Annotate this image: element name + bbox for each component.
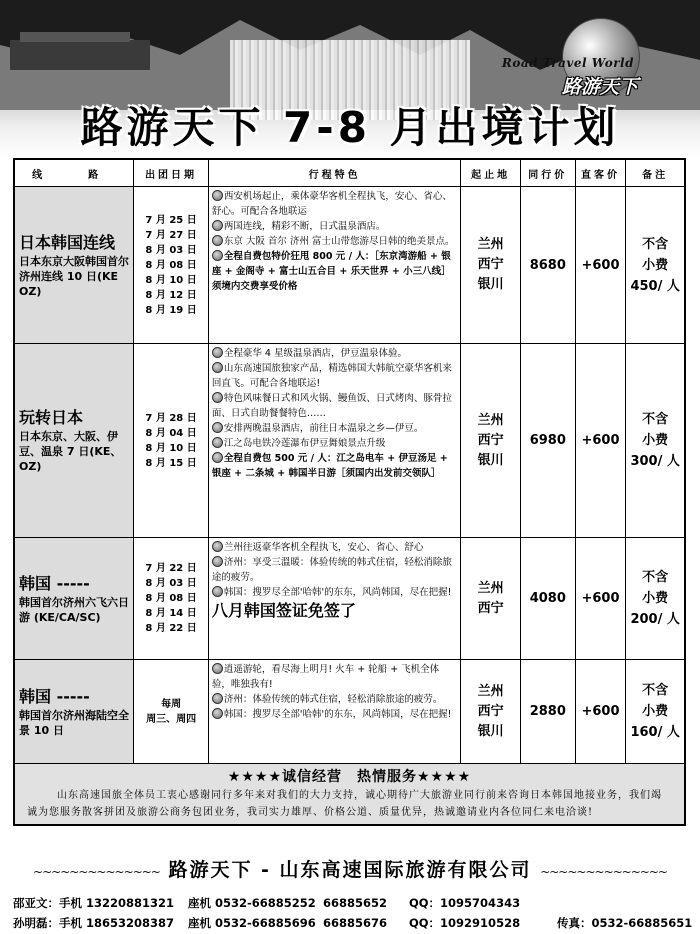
origin-cell (461, 660, 521, 763)
smiley-icon (212, 556, 223, 567)
notes-cell (626, 660, 684, 763)
header-route: 线 路 (15, 160, 134, 186)
peer-price: 4080 (521, 538, 576, 659)
notes-cell (626, 344, 684, 537)
feature-item (212, 346, 457, 361)
smiley-icon (212, 663, 223, 674)
route-title: 韩国 ----- (19, 686, 90, 706)
table-row (15, 538, 684, 660)
smiley-icon (212, 586, 223, 597)
features-cell (209, 660, 461, 763)
route-desc: 日本东京、大阪、伊豆、温泉 7 日(KE、OZ) (19, 430, 122, 473)
features-cell (209, 538, 461, 659)
feature-item (212, 585, 457, 600)
contact-fax: 传真：0532-66885651 (557, 916, 693, 930)
features-cell (209, 344, 461, 537)
table-header (15, 160, 684, 187)
smiley-icon (212, 220, 223, 231)
origin-city: 兰州 (477, 237, 504, 252)
date-item: 8 月 10 日 (145, 274, 197, 286)
note-line: 小费 (642, 591, 669, 606)
date-item: 7 月 25 日 (145, 214, 197, 226)
feature-item (212, 692, 457, 707)
smiley-icon (212, 437, 223, 448)
feature-item (212, 451, 457, 481)
route-title: 日本韩国连线 (19, 232, 116, 252)
origin-cell (461, 344, 521, 537)
feature-item (212, 707, 457, 722)
note-line: 不含 (642, 412, 669, 427)
direct-price: +600 (576, 344, 627, 537)
note-line: 小费 (642, 433, 669, 448)
smiley-icon (212, 422, 223, 433)
route-cell (15, 660, 134, 763)
origin-cell (461, 187, 521, 343)
company-name: 路游天下 - 山东高速国际旅游有限公司 (168, 859, 532, 881)
route-cell (15, 538, 134, 659)
origin-city: 西宁 (477, 703, 504, 719)
tilde-decoration: ~~~~~~~~~~~~~~ (33, 865, 160, 879)
contact-landline-2: 66885676 (323, 916, 388, 930)
contact-mobile: 孙明磊：手机 18653208387 (13, 916, 175, 930)
route-title: 韩国 ----- (19, 573, 90, 593)
feature-text: 两国连线，精彩不断，日式温泉酒店。 (223, 221, 386, 232)
feature-item (212, 234, 457, 249)
feature-text: 韩国：搜罗尽全部'哈韩'的东东，风尚韩国，尽在把握! (223, 587, 452, 598)
dates-cell (134, 538, 209, 659)
company-intro: 山东高速国旅全体员工衷心感谢同行多年来对我们的大力支持，诚心期待广大旅游业同行前来咨询日本韩国地接业务，我们竭诚为您服务散客拼团及旅游公商务包团业务，我司实力雄厚、价格公道、质量优异，热诚邀请业内各位同仁来电洽谈! (27, 790, 662, 818)
table-row (15, 344, 684, 538)
peer-price: 2880 (521, 660, 576, 763)
intro-box (15, 764, 684, 824)
contact-landline-2: 66885652 (323, 896, 388, 910)
header-dates: 出团日期 (134, 160, 209, 186)
note-line: 小费 (642, 704, 669, 719)
direct-price: +600 (576, 538, 627, 659)
contact-qq: QQ：1095704343 (409, 896, 521, 910)
contact-landline: 座机 0532-66885696 (188, 916, 316, 930)
route-desc: 韩国首尔济州六飞六日游 (KE/CA/SC) (19, 595, 129, 624)
route-desc: 日本东京大阪韩国首尔济州连线 10 日(KE OZ) (19, 254, 129, 298)
date-item: 8 月 03 日 (145, 244, 197, 256)
features-cell (209, 187, 461, 343)
origin-city: 西宁 (477, 432, 504, 448)
header-origin: 起止地 (461, 160, 521, 186)
feature-text: 韩国：搜罗尽全部'哈韩'的东东，风尚韩国，尽在把握! (223, 709, 452, 720)
feature-item (212, 189, 457, 219)
direct-price: +600 (576, 660, 627, 763)
smiley-icon (212, 452, 223, 463)
origin-city: 银川 (477, 452, 504, 468)
route-cell (15, 187, 134, 343)
smiley-icon (212, 362, 223, 373)
brand-chinese: 路游天下 (561, 76, 638, 98)
origin-city: 银川 (477, 277, 504, 292)
footer-row (15, 764, 684, 824)
feature-item (212, 391, 457, 421)
feature-text: 逍遥游轮，看尽海上明月! 火车 + 轮船 + 飞机全体验，唯独我有! (211, 664, 440, 690)
origin-city: 兰州 (477, 412, 504, 428)
date-item: 每周 (161, 698, 182, 710)
feature-text: 特色风味餐日式和风火锅、鳗鱼饭、日式烤肉、豚骨拉面、日式自助餐餐特色…… (211, 393, 452, 419)
notes-cell (626, 538, 684, 659)
tilde-decoration: ~~~~~~~~~~~~~~ (540, 865, 667, 879)
smiley-icon (212, 693, 223, 704)
feature-item (212, 361, 457, 391)
feature-item (212, 421, 457, 436)
route-cell (15, 344, 134, 537)
date-item: 7 月 28 日 (145, 412, 197, 424)
note-line: 200/ 人 (630, 612, 680, 627)
note-line: 450/ 人 (630, 278, 680, 294)
note-line: 小费 (642, 257, 669, 273)
feature-item (212, 555, 457, 585)
feature-item (212, 540, 457, 555)
note-line: 不含 (642, 236, 669, 252)
smiley-icon (212, 250, 223, 261)
origin-cell (461, 538, 521, 659)
date-item: 8 月 08 日 (145, 259, 197, 271)
note-line: 不含 (642, 683, 669, 698)
contacts (13, 893, 693, 933)
feature-text: 济州：享受三溫暖：体验传统的韩式住宿，轻松消除旅途的疲劳。 (211, 557, 452, 583)
feature-text: 全程自费包 500 元 / 人：江之岛电车 + 伊豆汤足 + 银座 + 二条城 + 韩国半日游［须国内出发前交领队］ (211, 453, 448, 479)
origin-city: 西宁 (477, 600, 504, 616)
dates-cell (134, 660, 209, 763)
date-item: 7 月 22 日 (145, 563, 197, 574)
note-line: 160/ 人 (630, 725, 680, 740)
dates-cell (134, 344, 209, 537)
header-direct-price: 直客价 (576, 160, 627, 186)
feature-text: 东京 大阪 首尔 济州 富士山带您游尽日韩的绝美景点。 (223, 236, 455, 247)
feature-text: 西安机场起止，乘体豪华客机全程执飞，安心、省心、舒心。可配合各地联运 (211, 191, 452, 217)
feature-item (212, 662, 457, 692)
direct-price: +600 (576, 187, 627, 343)
table-row (15, 660, 684, 764)
header-features: 行程特色 (209, 160, 461, 186)
peer-price: 6980 (521, 344, 576, 537)
date-item: 8 月 14 日 (145, 608, 197, 619)
tour-table (13, 158, 686, 826)
smiley-icon (212, 190, 223, 201)
peer-price: 8680 (521, 187, 576, 343)
visa-free-notice: 八月韩国签证免签了 (211, 601, 356, 620)
company-line (0, 855, 700, 882)
date-item: 8 月 03 日 (145, 578, 197, 589)
smiley-icon (212, 347, 223, 358)
table-row (15, 187, 684, 344)
origin-city: 西宁 (477, 257, 504, 272)
header-notes: 备注 (642, 169, 669, 181)
feature-text: 兰州往返豪华客机全程执飞，安心、省心、舒心 (223, 542, 424, 553)
brand-english: Road Travel World (501, 56, 634, 70)
contact-landline: 座机 0532-66885252 (188, 896, 316, 910)
notes-cell (626, 187, 684, 343)
feature-item (212, 219, 457, 234)
feature-item (212, 249, 457, 294)
feature-text: 全程豪华 4 星级温泉酒店，伊豆温泉体验。 (223, 348, 407, 359)
note-line: 不含 (642, 570, 669, 585)
route-desc: 韩国首尔济州海陆空全景 10 日 (19, 708, 129, 737)
date-item: 周三、周四 (146, 713, 197, 725)
feature-text: 全程自费包特价狂甩 800 元 / 人：［东京湾游船 + 银座 + 金阁寺 + 富士山五合目 + 乐天世界 + 小三八线］须境内交费享受价格 (211, 251, 451, 292)
page-title: 路游天下 7-8 月出境计划 (80, 103, 620, 152)
date-item: 8 月 08 日 (145, 593, 197, 604)
feature-text: 江之岛电铁冷莲瀑布伊豆舞娘景点升级 (223, 438, 386, 449)
date-item: 8 月 19 日 (145, 304, 197, 316)
dates-cell (134, 187, 209, 343)
date-item: 8 月 10 日 (145, 442, 197, 454)
date-item: 8 月 04 日 (145, 427, 197, 439)
origin-city: 兰州 (477, 683, 504, 699)
smiley-icon (212, 708, 223, 719)
route-title: 玩转日本 (19, 408, 84, 427)
slogan: ★★★★诚信经营 热情服务★★★★ (227, 769, 472, 785)
smiley-icon (212, 541, 223, 552)
header-peer-price: 同行价 (521, 160, 576, 186)
feature-text: 安排两晚温泉酒店，前往日本温泉之乡—伊豆。 (223, 423, 424, 434)
header-banner (0, 0, 700, 158)
contact-row (13, 893, 693, 913)
feature-text: 山东高速国旅独家产品，精选韩国大韩航空豪华客机来回直飞。可配合各地联运! (211, 363, 452, 389)
date-item: 8 月 22 日 (145, 623, 197, 634)
feature-item (212, 436, 457, 451)
date-item: 8 月 12 日 (145, 289, 197, 301)
origin-city: 兰州 (477, 580, 504, 596)
contact-row (13, 913, 693, 933)
smiley-icon (212, 235, 223, 246)
origin-city: 银川 (477, 723, 504, 739)
feature-text: 济州：体验传统的韩式住宿，轻松消除旅途的疲劳。 (223, 694, 443, 705)
date-item: 7 月 27 日 (145, 229, 197, 241)
note-line: 300/ 人 (630, 454, 680, 469)
contact-qq: QQ：1092910528 (409, 916, 521, 930)
smiley-icon (212, 392, 223, 403)
date-item: 8 月 15 日 (145, 457, 197, 469)
contact-mobile: 邵亚文：手机 13220881321 (13, 896, 175, 910)
